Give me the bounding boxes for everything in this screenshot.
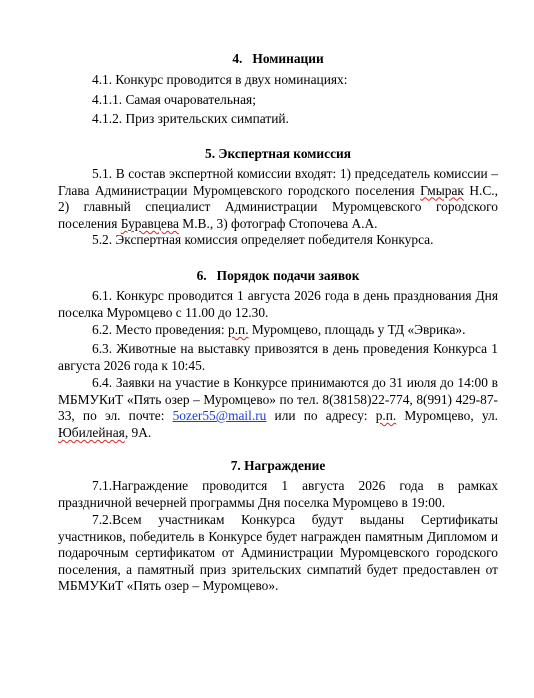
place-abbrev: р.п. bbox=[375, 408, 397, 424]
text: Муромцево, площадь у ТД «Эврика». bbox=[248, 322, 466, 337]
text: Н.С., 2) главный специалист Администрации Муромцевского городского поселения bbox=[58, 182, 498, 231]
section-5-paragraph-2: 5.2. Экспертная комиссия определяет победителя Конкурса. bbox=[92, 232, 434, 247]
section-4-title: 4. Номинации bbox=[232, 51, 324, 66]
section-4-item-1: 4.1. Конкурс проводится в двух номинациях: bbox=[92, 72, 348, 87]
text: 5.1. В состав экспертной комиссии входят: 1) председатель комиссии – Глава Администрации Муромцевского городского поселения bbox=[58, 166, 498, 198]
text: , 9А. bbox=[124, 424, 152, 440]
section-6-paragraph-3: 6.3. Животные на выставку привозятся в день проведения Конкурса 1 августа 2026 года к 10:45. bbox=[58, 341, 498, 373]
section-7-title: 7. Награждение bbox=[230, 458, 326, 473]
text: или по адресу: bbox=[266, 408, 376, 424]
text: 6.2. Место проведения: bbox=[92, 322, 228, 337]
section-6-paragraph-1: 6.1. Конкурс проводится 1 августа 2026 года в день празднования Дня поселка Муромцево с 11.00 до 12.30. bbox=[58, 288, 498, 320]
section-7-paragraph-1: 7.1.Награждение проводится 1 августа 2026 года в рамках праздничной вечерней программы Дня поселка Муромцево в 19:00. bbox=[58, 478, 498, 510]
section-6-title: 6. Порядок подачи заявок bbox=[196, 268, 360, 283]
section-4-item-3: 4.1.2. Приз зрительских симпатий. bbox=[92, 111, 289, 126]
text: М.В., 3) фотограф Стопочева А.А. bbox=[178, 215, 378, 231]
chairman-surname: Гмырак bbox=[420, 182, 464, 198]
street-name: Юбилейная bbox=[58, 424, 125, 440]
specialist-surname: Буравцева bbox=[120, 215, 179, 231]
section-6-paragraph-2 bbox=[58, 322, 498, 339]
section-5-paragraph-1 bbox=[58, 166, 498, 232]
text: Муромцево, ул. bbox=[396, 408, 498, 424]
section-7-paragraph-2: 7.2.Всем участникам Конкурса будут выданы Сертификаты участников, победитель в Конкурсе будет награжден памятным Дипломом и подарочным сертификатом от Администрации Муромцевского городского поселения, а памятный приз зрительских симпатий будет предоставлен от МБМУКиТ «Пять озер – Муромцево». bbox=[58, 512, 498, 594]
section-5-title: 5. Экспертная комиссия bbox=[205, 146, 351, 161]
place-abbrev: р.п. bbox=[228, 322, 249, 337]
section-6-paragraph-4 bbox=[58, 375, 498, 441]
text: 6.4. Заявки на участие в Конкурсе принимаются до 31 июля до 14:00 в МБМУКиТ «Пять озер – Муромцево» по тел. 8(38158)22-774, 8(991) 429-87-33, по эл. почте: bbox=[58, 375, 498, 424]
section-4-item-2: 4.1.1. Самая очаровательная; bbox=[92, 92, 256, 107]
email-link[interactable]: 5ozer55@mail.ru bbox=[172, 408, 267, 424]
